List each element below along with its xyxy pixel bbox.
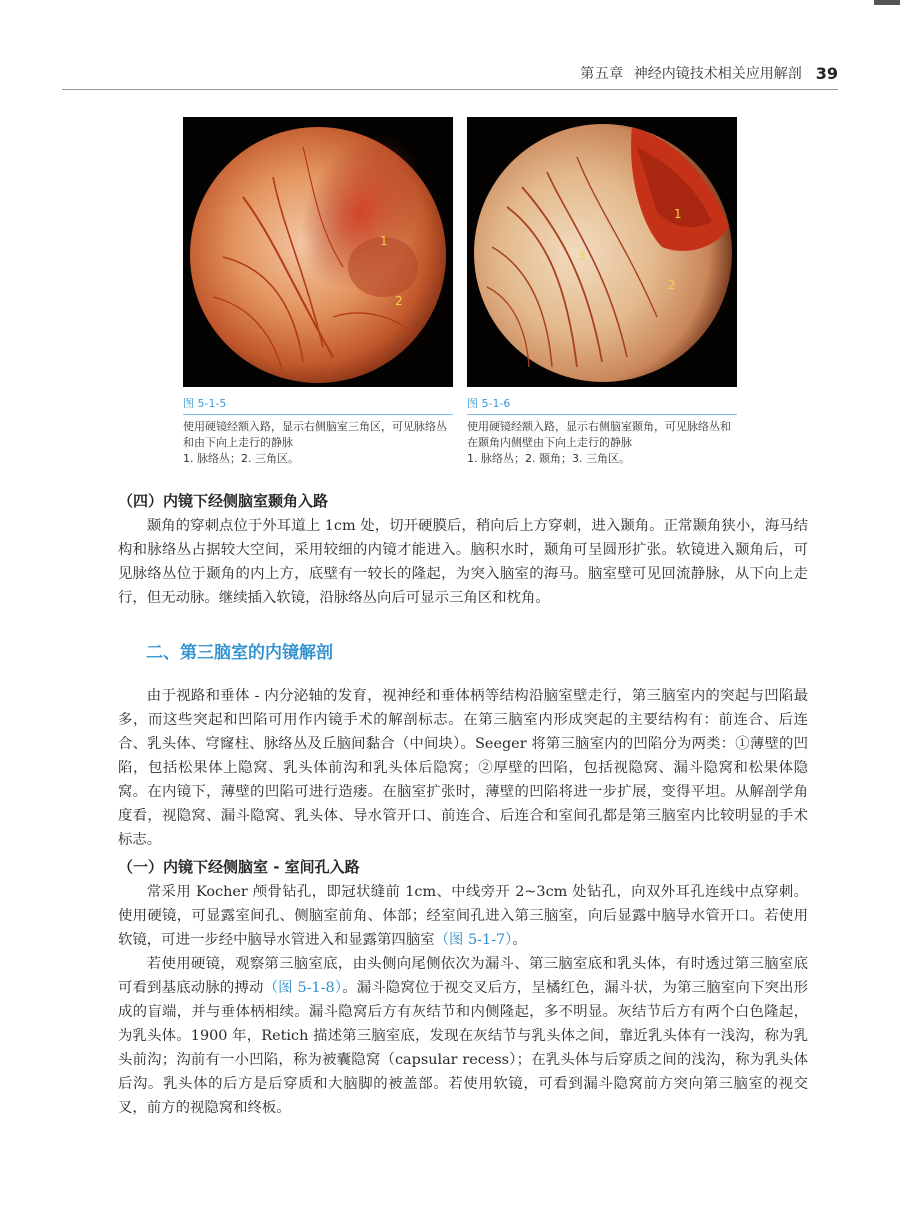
paragraph xyxy=(118,880,808,952)
page-number: 39 xyxy=(815,63,838,83)
subsection-foramen-body xyxy=(118,880,808,1120)
endoscopic-image-trigone xyxy=(183,117,453,387)
figure-marker-2: 2 xyxy=(668,278,676,292)
figure-marker-1: 1 xyxy=(380,234,388,248)
caption-line: 使用硬镜经额入路，显示右侧脑室三角区，可见脉络丛 xyxy=(183,420,447,433)
paragraph: 颞角的穿刺点位于外耳道上 1cm 处，切开硬膜后，稍向后上方穿刺，进入颞角。正常颞角狭小，海马结构和脉络丛占据较大空间，采用较细的内镜才能进入。脑积水时，颞角可呈圆形扩张。软镜进入颞角后，可见脉络丛位于颞角的内上方，底壁有一较长的隆起，为突入脑室的海马。脑室壁可见回流静脉，从下向上走行，但无动脉。继续插入软镜，沿脉络丛向后可显示三角区和枕角。 xyxy=(118,518,808,606)
chapter-title: 神经内镜技术相关应用解剖 xyxy=(633,66,802,82)
figure-label: 图 5-1-5 xyxy=(183,397,227,410)
subsection-heading-foramen: （一）内镜下经侧脑室 - 室间孔入路 xyxy=(118,858,360,876)
running-header xyxy=(580,62,838,84)
caption-legend: 1. 脉络丛；2. 颞角；3. 三角区。 xyxy=(467,452,630,465)
figure-5-1-6 xyxy=(467,117,737,467)
paragraph: 由于视路和垂体 - 内分泌轴的发育，视神经和垂体柄等结构沿脑室壁走行，第三脑室内的突起与凹陷最多，而这些突起和凹陷可用作内镜手术的解剖标志。在第三脑室内形成突起的主要结构有：前连合、后连合、乳头体、穹窿柱、脉络丛及丘脑间黏合（中间块）。Seeger 将第三脑室内的凹陷分为两类：①薄壁的凹陷，包括松果体上隐窝、乳头体前沟和乳头体后隐窝；②厚壁的凹陷，包括视隐窝、漏斗隐窝和松果体隐窝。在内镜下，薄壁的凹陷可进行造瘘。在脑室扩张时，薄壁的凹陷将进一步扩展，变得平坦。从解剖学角度看，视隐窝、漏斗隐窝、乳头体、导水管开口、前连合、后连合和室间孔都是第三脑室内比较明显的手术标志。 xyxy=(118,688,808,848)
section-temporal-horn-body xyxy=(118,514,808,610)
caption-line: 使用硬镜经额入路，显示右侧脑室颞角，可见脉络丛和 xyxy=(467,420,731,433)
figure-marker-1: 1 xyxy=(674,207,682,221)
paragraph xyxy=(118,952,808,1120)
figure-caption xyxy=(183,419,453,467)
endoscopic-image-temporal-horn xyxy=(467,117,737,387)
section-heading-third-ventricle: 二、第三脑室的内镜解剖 xyxy=(146,643,333,663)
paragraph-text: 。 xyxy=(512,932,527,948)
figure-label: 图 5-1-6 xyxy=(467,397,511,410)
caption-rule xyxy=(183,414,453,415)
caption-line: 在颞角内侧壁由下向上走行的静脉 xyxy=(467,436,632,449)
page-corner-mark xyxy=(874,0,900,5)
section-third-ventricle-body xyxy=(118,684,808,852)
chapter-label: 第五章 xyxy=(580,66,624,82)
figure-reference-link[interactable]: （图 5-1-8） xyxy=(263,980,343,996)
paragraph-text: 常采用 Kocher 颅骨钻孔，即冠状缝前 1cm、中线旁开 2~3cm 处钻孔，向双外耳孔连线中点穿刺。使用硬镜，可显露室间孔、侧脑室前角、体部；经室间孔进入第三脑室，向后显露中脑导水管开口。若使用软镜，可进一步经中脑导水管进入和显露第四脑室 xyxy=(118,884,808,948)
figure-reference-link[interactable]: （图 5-1-7） xyxy=(434,932,513,948)
paragraph-text: 。漏斗隐窝位于视交叉后方，呈橘红色，漏斗状，为第三脑室向下突出形成的盲端，并与垂体柄相续。漏斗隐窝后方有灰结节和内侧隆起，多不明显。灰结节后方有两个白色隆起，为乳头体。1900 年，Retich 描述第三脑室底，发现在灰结节与乳头体之间，靠近乳头体有一浅沟，称为乳头前沟；沟前有一小凹陷，称为被囊隐窝（capsular recess）；在乳头体与后穿质之间的浅沟，称为乳头体后沟。乳头体的后方是后穿质和大脑脚的被盖部。若使用软镜，可看到漏斗隐窝前方突向第三脑室的视交叉，前方的视隐窝和终板。 xyxy=(118,980,808,1116)
caption-line: 和由下向上走行的静脉 xyxy=(183,436,293,449)
figure-marker-3: 3 xyxy=(578,249,586,263)
figure-5-1-5 xyxy=(183,117,453,467)
section-heading-temporal-horn: （四）内镜下经侧脑室颞角入路 xyxy=(118,492,329,510)
caption-rule xyxy=(467,414,737,415)
header-rule xyxy=(62,89,838,90)
paragraph-text: 若使用硬镜，观察第三脑室底，由头侧向尾侧依次为漏斗、第三脑室底和乳头体，有时透过第三脑室底可看到基底动脉的搏动 xyxy=(118,956,808,996)
figure-marker-2: 2 xyxy=(395,294,403,308)
caption-legend: 1. 脉络丛；2. 三角区。 xyxy=(183,452,299,465)
figure-caption xyxy=(467,419,737,467)
